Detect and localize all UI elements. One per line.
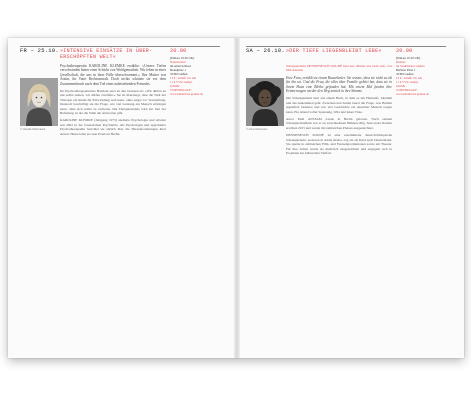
presale-label: VORVERKAUF:	[396, 88, 418, 92]
price-line: Gebühr	[170, 84, 180, 88]
body-paragraph: Ihr Psychotherapeutisches Handeln setzt an den Grenzen an: »Wir dürfen zu uns selbst stehen, wir dürfen zweifeln.« Sie ist überzeugt, dass die Welt der Therapie ein Raum für Entwicklung sein kann, ohne Angst vor Verurteilung. Dennoch beschäftigt sie die Frage, wie viel Leistung ein Mensch erbringen kann, ohne sich selbst zu verlieren. Die Therapiestunde wird zur Zeit der Befreiung, in der die Stille die Antworten gibt.	[60, 89, 166, 116]
author-portrait	[20, 78, 58, 126]
photo-caption: © Claudia Zwittmaack	[20, 128, 46, 131]
venue-line: Berliner Platz 1	[396, 68, 416, 72]
event-title: »DER TIEFE LIEGENBLEIBT LEBE«	[286, 48, 382, 54]
price-line: 11 € VVK zuzügl.	[170, 80, 193, 84]
lead-paragraph: Eine Frau, erzählt sie einem Bauarbeiter. Sie wusste, dass sie nicht zu alt für ihn sei. Und die Frau, die alles über Familie gehört hat, dass sie in ihrem Haus eine Bleibe gefunden hat. Mit einem Mal fanden ihre Erinnerungen wieder den Weg zurück in ihre Stimme.	[286, 75, 392, 94]
venue-line: im Stadttheater Gießen	[396, 64, 425, 68]
venue-line: 35390 Gießen	[170, 72, 188, 76]
event-time: 20.00	[170, 48, 187, 54]
event-subtitle: Schauspielerin DENNENESCH ZOUDÉ liest aus »Haltet uns nicht auf« von Mai Anstam	[286, 64, 392, 73]
venue-line: 35390 Gießen	[396, 72, 414, 76]
book-gutter	[234, 38, 240, 358]
event-title: »INTENSIVE EINSÄTZE IN ÜBERERSCHÖPFTEN WELT«	[60, 48, 153, 60]
author-bio-paragraph: Autor MAI ANSTAM wurde in Berlin geboren. Nach seinem Schauspielstudium war er an verschiedenen Bühnen tätig. Sein erster Roman erschien 2015 und wurde mit zahlreichen Preisen ausgezeichnet.	[286, 117, 392, 130]
event-info-column	[396, 56, 446, 96]
venue-line: Brandplatz 1	[170, 68, 186, 72]
presale-label: VORVERKAUF:	[170, 88, 192, 92]
left-page	[20, 46, 220, 350]
price-line: 11 € VVK zuzügl.	[396, 80, 419, 84]
right-page	[246, 46, 446, 350]
photo-caption: © Anna Schumann	[246, 128, 268, 131]
venue-line: Naturnomad	[170, 60, 186, 64]
presale-link[interactable]: www.kinderbrot.gemen.de	[170, 92, 203, 96]
body-paragraph: Die Schauspielerin liest aus einem Buch, in dem es um Herkunft, Identität und das Ankommen geht. Zwischen den Zeilen lauert die Frage, was Heimat eigentlich bedeutet und wie viel Geschichte ein einzelner Mensch tragen kann. Ein Abend voller Spannung, Witz und leiser Töne.	[286, 96, 392, 114]
header-rule	[246, 46, 446, 47]
price-line: 13 € / ermäß. 9 € AK	[170, 76, 197, 80]
author-portrait	[246, 78, 284, 126]
admission-note: (Einlass 19.30 Uhr)	[396, 56, 421, 60]
event-date: SA – 26.10.	[246, 48, 285, 54]
event-time: 20.00	[396, 48, 413, 54]
price-line: 13 € / ermäß. 9 € AK	[396, 76, 423, 80]
event-info-column	[170, 56, 220, 96]
venue-line: Kleines	[396, 60, 406, 64]
reader-bio-paragraph: DENNENESCH ZOUDÉ ist eine renommierte deutsch-äthiopische Schauspielerin. Geboren in Addis Abeba, zog sie als Kind nach Deutschland. Sie spielte in zahlreichen Film- und Fernsehproduktionen sowie am Theater. Für ihre Arbeit wurde sie mehrfach ausgezeichnet und engagiert sich in Projekten zur kulturellen Vielfalt.	[286, 133, 392, 155]
event-text-column	[286, 64, 392, 158]
admission-note: (Einlass 19.30 Uhr)	[170, 56, 195, 60]
price-line: Gebühr	[396, 84, 406, 88]
brochure-spread	[8, 38, 464, 358]
bio-paragraph: KAROLINE KLEMKE (Jahrgang 1973) studierte Psychologie und arbeitet seit 2002 in der forensischen Psychiatrie. Als Psychologin und approbierte Psychotherapeutin berichtet sie ehrlich über die Herausforderungen ihrer Arbeit. Heute leitet sie eine Praxis in Berlin.	[60, 118, 166, 136]
header-rule	[20, 46, 220, 47]
venue-line: im Alten Schloss	[170, 64, 191, 68]
event-date: FR – 25.10.	[20, 48, 59, 54]
lead-paragraph: Psychotherapeutin KAROLINE KLEMKE erzählte: »Unsere Tiefen verschwinden hinter einer Schicht von Wohlgemutheit. Wir leben in einer Gesellschaft, die uns in ihrer Fülle überschwemmt.« Ihre Mutter war Ärztin, ihr Vater Rechtsanwalt. Doch nichts schützte sie vor dem Zusammenbruch nach dem Tod eines nahestehenden Freundes.	[60, 64, 166, 86]
event-text-column	[60, 64, 166, 139]
presale-link[interactable]: www.kinderbrot.gemen.de	[396, 92, 429, 96]
